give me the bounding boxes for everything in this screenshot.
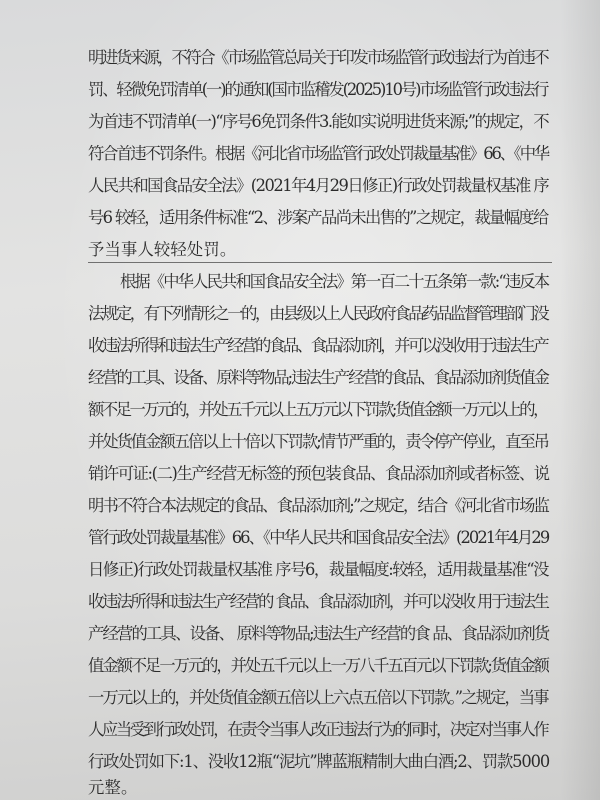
text-line: 一万元以上的，并处货值金额五倍以上六点五倍以下罚款。”之规定，当事 (88, 688, 548, 707)
text-line: 产经营的工具、设备、 原料等物品;违法生产经营的食 品、食品添加剂货 (88, 624, 549, 643)
text-line: 额不足一万元的，并处五千元以上五万元以下罚款;货值金额一万元以上的， (88, 400, 547, 419)
text-line: 人民共和国食品安全法》(2021年4月29日修正)行政处罚裁量权基准 序 (88, 176, 549, 195)
underline-rule (88, 262, 552, 263)
text-line: 销许可证:(二)生产经营无标签的预包装食品、食品添加剂或者标签、说 (88, 464, 549, 483)
text-line: 符合首违不罚条件。根据《河北省市场监管行政处罚裁量基准》66、《中华 (88, 144, 549, 163)
text-line: 管行政处罚裁量基准》66、《中华人民共和国食品安全法》(2021年4月29 (88, 528, 549, 547)
text-line: 根据《中华人民共和国食品安全法》第一百二十五条第一款:“违反本 (120, 272, 549, 291)
text-line: 为首违不罚清单(一)“序号6免罚条件3.能如实说明进货来源;”的规定，不 (88, 112, 549, 131)
text-line: 明进货来源，不符合《市场监管总局关于印发市场监管行政违法行为首违不 (88, 48, 548, 67)
text-line: 予当事人较轻处罚。 (88, 240, 237, 259)
text-line: 收违法所得和违法生产经营的 食品、食品添加剂，并可以没收 用于违法生 (88, 592, 548, 611)
text-line: 法规定，有下列情形之一的，由县级以上人民政府食品药品监督管理部门没 (88, 304, 548, 323)
text-line: 日修正)行政处罚裁量权基准 序号6，裁量幅度:较轻，适用裁量基准“没 (88, 560, 549, 579)
text-line: 经营的工具、设备、原料等物品;违法生产经营的食品、食品添加剂货值金 (88, 368, 548, 387)
text-line: 明书不符合本法规定的食品、食品添加剂;”之规定，结合《河北省市场监 (88, 496, 549, 515)
text-line: 元整。 (88, 778, 138, 797)
text-line: 收违法所得和违法生产经营的食品、食品添加剂，并可以没收用于违法生产 (88, 336, 548, 355)
text-line: 值金额不足一万元的，并处五千元以上一万八千五百元以下罚款;货值金额 (88, 656, 548, 675)
page-fold-shadow (560, 0, 600, 800)
text-line: 行政处罚如下:1、没收12瓶“泥坑”牌蓝瓶精制大曲白酒;2、罚款5000 (88, 752, 550, 771)
text-line: 人应当受到行政处罚，在责令当事人改正违法行为的同时，决定对当事人作 (88, 720, 548, 739)
text-line: 并处货值金额五倍以上十倍以下罚款;情节严重的，责令停产停业，直至吊 (88, 432, 548, 451)
text-line: 罚、轻微免罚清单(一)的通知(国市监稽发(2025)10号)市场监管行政违法行 (88, 80, 548, 99)
text-line: 号6 较轻，适用条件标准“2、涉案产品尚未出售的”之规定，裁量幅度给 (88, 208, 548, 227)
